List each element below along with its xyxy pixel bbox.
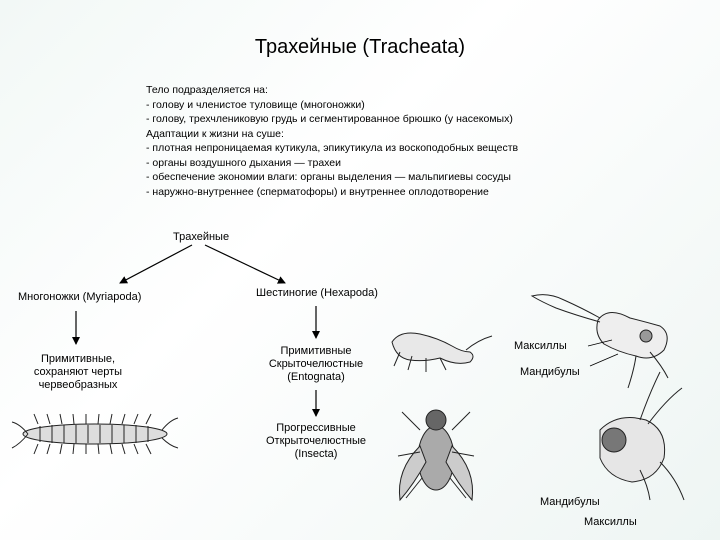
centipede-illustration bbox=[12, 414, 178, 454]
pointer-mandibles-top bbox=[590, 354, 618, 366]
arrow-to-myriapoda bbox=[120, 245, 192, 283]
text-line: (Insecta) bbox=[294, 448, 338, 460]
text-line: Открыточелюстные bbox=[265, 435, 366, 447]
page-title: Трахейные (Tracheata) bbox=[254, 36, 466, 58]
text-line: (Entognata) bbox=[287, 371, 345, 383]
text-line: червеобразных bbox=[38, 379, 118, 391]
text-line: Прогрессивные bbox=[276, 422, 356, 434]
maxillae-label-top: Максиллы bbox=[514, 340, 567, 352]
entognata-label bbox=[252, 345, 380, 384]
arrow-to-hexapoda bbox=[205, 245, 285, 283]
text-line: Примитивные bbox=[280, 345, 352, 357]
myriapoda-label: Многоножки (Myriapoda) bbox=[18, 291, 142, 303]
fly-illustration bbox=[398, 410, 474, 500]
springtail-illustration bbox=[392, 333, 492, 372]
text-line: Скрыточелюстные bbox=[268, 358, 364, 370]
insecta-label bbox=[252, 422, 380, 461]
text-line: - голову и членистое туловище (многоножки) bbox=[146, 98, 365, 111]
text-line: - органы воздушного дыхания — трахеи bbox=[146, 156, 342, 169]
insect-face-illustration bbox=[600, 372, 684, 500]
text-line: Примитивные, bbox=[40, 353, 116, 365]
hexapoda-label: Шестиногие (Hexapoda) bbox=[256, 287, 378, 299]
myriapoda-primitive-label bbox=[16, 353, 140, 392]
tree-root-label: Трахейные bbox=[173, 231, 230, 243]
text-line: - обеспечение экономии влаги: органы выделения — мальпигиевы сосуды bbox=[146, 171, 511, 183]
maxillae-label-bottom: Максиллы bbox=[584, 516, 637, 528]
text-line: Адаптации к жизни на суше: bbox=[146, 127, 284, 140]
text-line: - голову, трехчлениковую грудь и сегментированное брюшко (у насекомых) bbox=[146, 113, 513, 125]
text-line: сохраняют черты bbox=[33, 366, 123, 378]
text-line: - плотная непроницаемая кутикула, эпикутикула из воскоподобных веществ bbox=[146, 142, 519, 154]
mandibles-label-bottom: Мандибулы bbox=[540, 496, 600, 508]
mandibles-label-top: Мандибулы bbox=[520, 366, 580, 378]
text-line: Тело подразделяется на: bbox=[146, 84, 268, 96]
text-line: - наружно-внутреннее (сперматофоры) и внутреннее оплодотворение bbox=[146, 185, 489, 198]
